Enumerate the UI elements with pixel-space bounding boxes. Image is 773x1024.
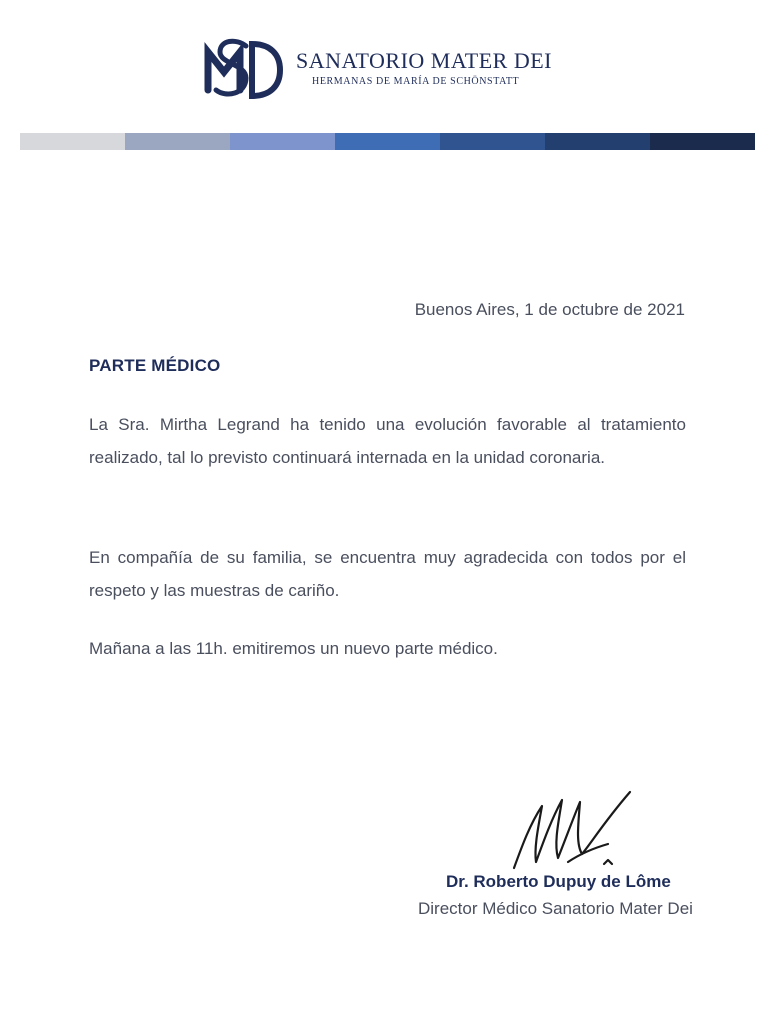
color-band-segment [650, 133, 755, 150]
letter-date: Buenos Aires, 1 de octubre de 2021 [414, 300, 685, 319]
color-band [20, 133, 755, 150]
letterhead [200, 26, 580, 114]
body-paragraph: En compañía de su familia, se encuentra muy agradecida con todos por el respeto y las muestras de cariño. [89, 548, 686, 600]
color-band-segment [440, 133, 545, 150]
color-band-segment [545, 133, 650, 150]
color-band-segment [125, 133, 230, 150]
body-paragraph: La Sra. Mirtha Legrand ha tenido una evolución favorable al tratamiento realizado, tal lo previsto continuará internada en la unidad coronaria. [89, 415, 686, 467]
organization-name: SANATORIO MATER DEI [296, 48, 552, 73]
color-band-segment [230, 133, 335, 150]
organization-subtitle: HERMANAS DE MARÍA DE SCHÖNSTATT [312, 76, 520, 87]
color-band-segment [20, 133, 125, 150]
color-band-segment [335, 133, 440, 150]
signatory-title: Director Médico Sanatorio Mater Dei [418, 899, 693, 918]
body-paragraph: Mañana a las 11h. emitiremos un nuevo parte médico. [89, 639, 498, 658]
handwritten-signature-icon [508, 788, 638, 883]
document-heading: PARTE MÉDICO [89, 356, 221, 375]
msd-monogram-icon [200, 26, 286, 112]
signatory-name: Dr. Roberto Dupuy de Lôme [446, 872, 671, 891]
